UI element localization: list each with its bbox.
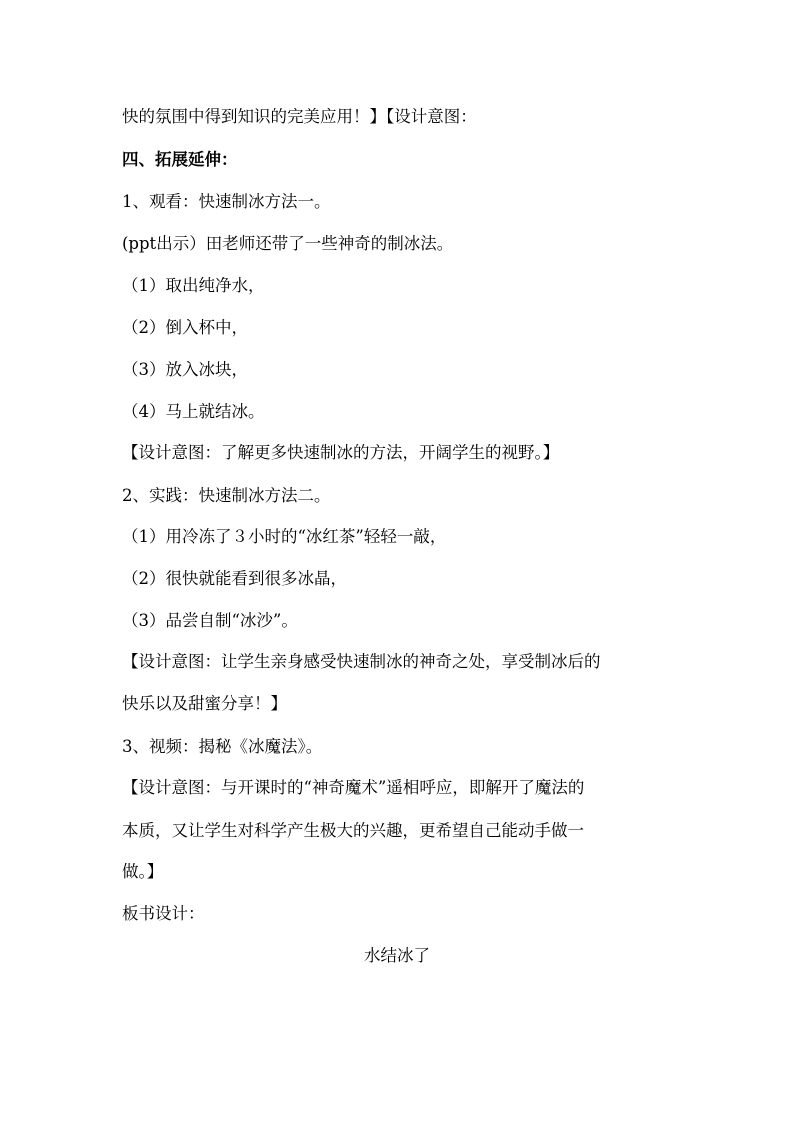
paragraph-line: 快的氛围中得到知识的完美应用！】【设计意图： (122, 107, 477, 126)
section-heading: 四、拓展延伸： (122, 150, 238, 169)
step-line: （2）很快就能看到很多冰晶， (122, 569, 347, 588)
design-intent-line: 【设计意图：与开课时的“神奇魔术”遥相呼应，即解开了魔法的 (122, 778, 585, 797)
item-heading: 3、视频：揭秘《冰魔法》。 (122, 737, 323, 756)
step-line: （1）取出纯净水， (122, 276, 265, 295)
board-design-label: 板书设计： (122, 904, 205, 923)
step-line: （4）马上就结冰。 (122, 402, 265, 421)
design-intent-line: 做。】 (122, 862, 164, 881)
step-line: （3）放入冰块， (122, 360, 248, 379)
step-line: （3）品尝自制“冰沙”。 (122, 611, 298, 630)
design-intent-line: 本质，又让学生对科学产生极大的兴趣，更希望自己能动手做一 (122, 821, 584, 840)
item-heading: 2、实践：快速制冰方法二。 (122, 486, 331, 505)
step-line: （2）倒入杯中， (122, 318, 248, 337)
design-intent-line: 【设计意图：了解更多快速制冰的方法，开阔学生的视野。】 (122, 443, 560, 462)
board-title: 水结冰了 (364, 946, 430, 965)
design-intent-line: 快乐以及甜蜜分享！】 (122, 694, 287, 713)
design-intent-line: 【设计意图：让学生亲身感受快速制冰的神奇之处，享受制冰后的 (122, 652, 601, 671)
paragraph-line: (ppt出示）田老师还带了一些神奇的制冰法。 (122, 234, 454, 253)
item-heading: 1、观看：快速制冰方法一。 (122, 192, 331, 211)
step-line: （1）用冷冻了３小时的“冰红茶”轻轻一敲， (122, 527, 447, 546)
